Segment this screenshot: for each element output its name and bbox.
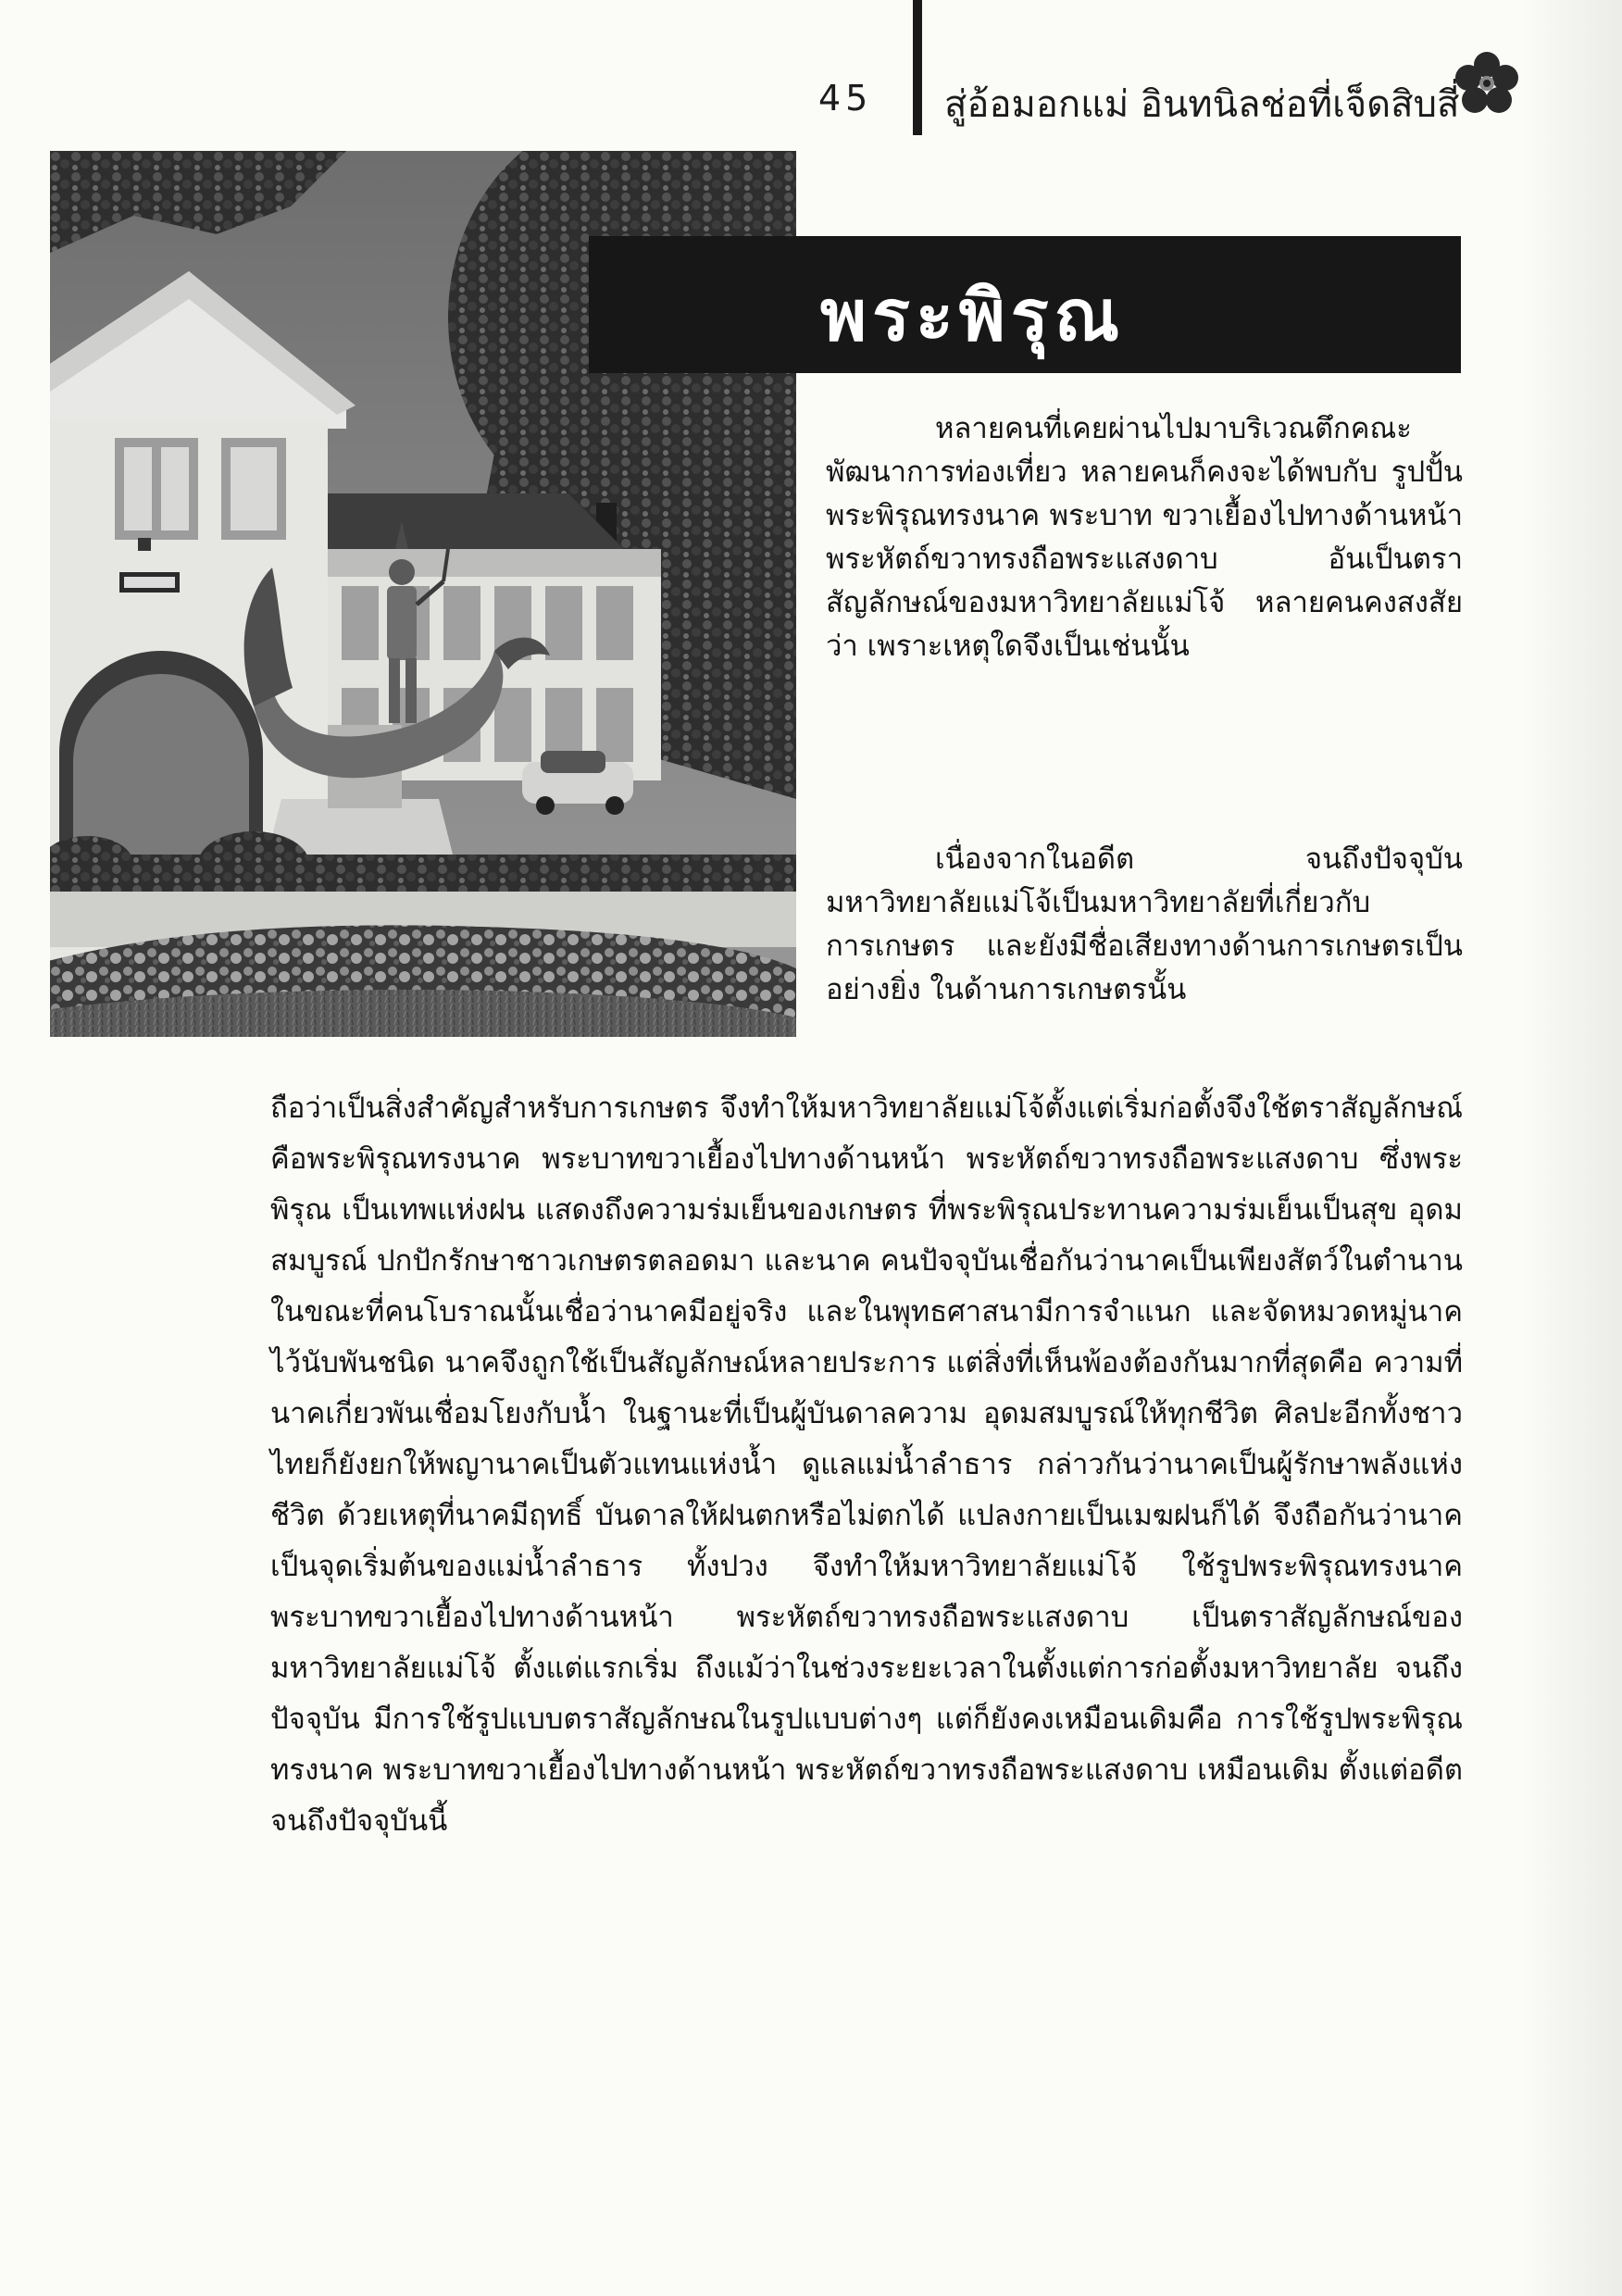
article-title: พระพิรุณ bbox=[820, 274, 1126, 356]
flower-icon bbox=[1454, 50, 1520, 117]
paragraph-1: หลายคนที่เคยผ่านไปมาบริเวณตึกคณะพัฒนาการท่องเที่ยว หลายคนก็คงจะได้พบกับ รูปปั้นพระพิรุณทรงนาค พระบาท ขวาเยื้องไปทางด้านหน้า พระหัตถ์ขวาทรงถือพระแสงดาบ อันเป็นตราสัญลักษณ์ของมหาวิทยาลัยแม่โจ้ หลายคนคงสงสัยว่า เพราะเหตุใดจึงเป็นเช่นนั้น bbox=[826, 412, 1463, 663]
header-divider bbox=[913, 0, 922, 135]
paragraph-2-rest: ถือว่าเป็นสิ่งสำคัญสำหรับการเกษตร จึงทำให้มหาวิทยาลัยแม่โจ้ตั้งแต่เริ่มก่อตั้งจึงใช้ตราสัญลักษณ์ คือพระพิรุณทรงนาค พระบาทขวาเยื้องไปทางด้านหน้า พระหัตถ์ขวาทรงถือพระแสงดาบ ซึ่งพระพิรุณ เป็นเทพแห่งฝน แสดงถึงความร่มเย็นของเกษตร ที่พระพิรุณประทานความร่มเย็นเป็นสุข อุดมสมบูรณ์ ปกปักรักษาชาวเกษตรตลอดมา และนาค คนปัจจุบันเชื่อกันว่านาคเป็นเพียงสัตว์ในตำนาน ในขณะที่คนโบราณนั้นเชื่อว่านาคมีอยู่จริง และในพุทธศาสนามีการจำแนก และจัดหมวดหมู่นาคไว้นับพันชนิด นาคจึงถูกใช้เป็นสัญลักษณ์หลายประการ แต่สิ่งที่เห็นพ้องต้องกันมากที่สุดคือ ความที่นาคเกี่ยวพันเชื่อมโยงกับน้ำ ในฐานะที่เป็นผู้บันดาลความ อุดมสมบูรณ์ให้ทุกชีวิต ศิลปะอีกทั้งชาวไทยก็ยังยกให้พญานาคเป็นตัวแทนแห่งน้ำ ดูแลแม่น้ำลำธาร กล่าวกันว่านาคเป็นผู้รักษาพลังแห่งชีวิต ด้วยเหตุที่นาคมีฤทธิ์ บันดาลให้ฝนตกหรือไม่ตกได้ แปลงกายเป็นเมฆฝนก็ได้ จึงถือกันว่านาคเป็นจุดเริ่มต้นของแม่น้ำลำธาร ทั้งปวง จึงทำให้มหาวิทยาลัยแม่โจ้ ใช้รูปพระพิรุณทรงนาค พระบาทขวาเยื้องไปทางด้านหน้า พระหัตถ์ขวาทรงถือพระแสงดาบ เป็นตราสัญลักษณ์ของมหาวิทยาลัยแม่โจ้ ตั้งแต่แรกเริ่ม ถึงแม้ว่าในช่วงระยะเวลาในตั้งแต่การก่อตั้งมหาวิทยาลัย จนถึงปัจจุบัน มีการใช้รูปแบบตราสัญลักษณในรูปแบบต่างๆ แต่ก็ยังคงเหมือนเดิมคือ การใช้รูปพระพิรุณทรงนาค พระบาทขวาเยื้องไปทางด้านหน้า พระหัตถ์ขวาทรงถือพระแสงดาบ เหมือนเดิม ตั้งแต่อดีตจนถึงปัจจุบันนี้ bbox=[270, 1092, 1463, 1838]
page-edge-shadow bbox=[1520, 0, 1622, 2296]
intro-paragraph bbox=[826, 407, 1463, 668]
body-text bbox=[270, 1083, 1463, 1847]
running-title: สู่อ้อมอกแม่ อินทนิลช่อที่เจ็ดสิบสี่ bbox=[944, 83, 1460, 126]
second-paragraph-lead bbox=[826, 838, 1463, 1012]
paragraph-2-lead: เนื่องจากในอดีต จนถึงปัจจุบัน มหาวิทยาลัยแม่โจ้เป็นมหาวิทยาลัยที่เกี่ยวกับการเกษตร และยังมีชื่อเสียงทางด้านการเกษตรเป็นอย่างยิ่ง ในด้านการเกษตรนั้น bbox=[826, 842, 1463, 1006]
article-title-banner bbox=[589, 236, 1461, 373]
page-number: 45 bbox=[818, 78, 873, 119]
